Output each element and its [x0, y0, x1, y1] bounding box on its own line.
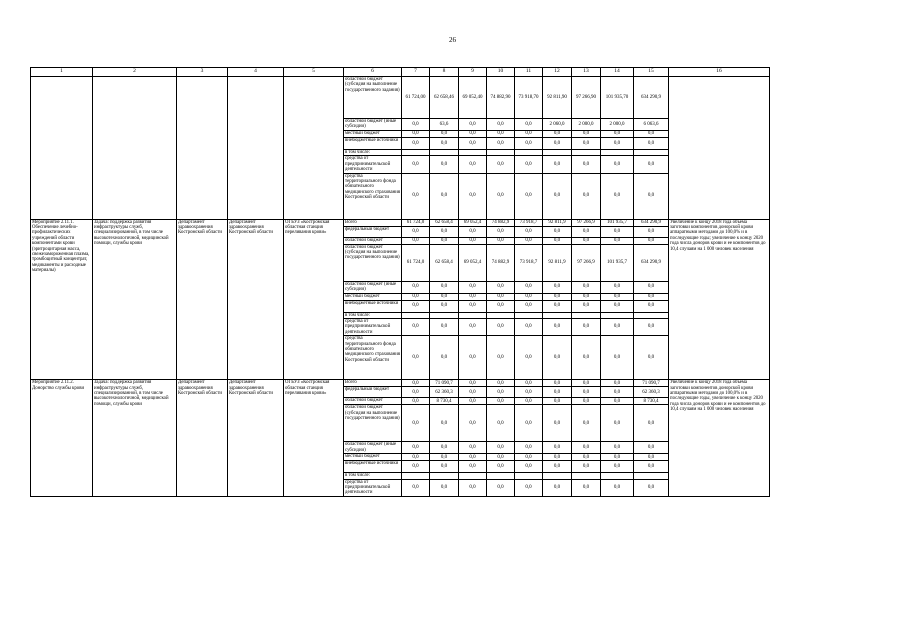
amount-cell: 0,0 [430, 156, 459, 173]
participant-cell: ОГБУЗ «Костромская областная станция переливания крови» [284, 380, 344, 497]
amount-cell: 97 266,9 [572, 244, 601, 281]
amount-cell: 0,0 [515, 300, 543, 312]
amount-cell: 0,0 [634, 138, 669, 150]
amount-cell: 0,0 [459, 226, 487, 237]
amount-cell: 0,0 [543, 156, 572, 173]
amount-cell: 62 658,4 [430, 219, 459, 226]
amount-cell: 0,0 [487, 226, 515, 237]
amount-cell: 0,0 [572, 405, 601, 442]
amount-cell: 0,0 [459, 380, 487, 387]
measure-name-cell: Мероприятие 2.11.1. Обеспечение лечебно-профилактических учреждений области компонентами крови (эритроцитарная масса, свежезамороженная плазма, тромбоцитный концентрат, медикаменты и расходные материалы) [31, 219, 93, 380]
amount-cell: 0,0 [601, 173, 634, 219]
funding-source-label: федеральный бюджет [344, 226, 402, 237]
column-header: 14 [601, 68, 634, 77]
amount-cell: 0,0 [430, 131, 459, 138]
amount-cell: 0,0 [430, 336, 459, 380]
amount-cell: 0,0 [543, 405, 572, 442]
amount-cell: 0,0 [572, 380, 601, 387]
amount-cell: 0,0 [487, 380, 515, 387]
amount-cell: 8 730,4 [430, 398, 459, 405]
participant-cell: ОГБУЗ «Костромская областная станция переливания крови» [284, 219, 344, 380]
amount-cell: 61 724,00 [402, 77, 430, 119]
column-header: 5 [284, 68, 344, 77]
amount-cell: 0,0 [543, 461, 572, 473]
amount-cell: 634 290,9 [634, 77, 669, 119]
amount-cell: 0,0 [601, 405, 634, 442]
amount-cell: 0,0 [601, 442, 634, 454]
amount-cell: 0,0 [601, 131, 634, 138]
amount-cell: 0,0 [459, 119, 487, 131]
amount-cell: 0,0 [459, 442, 487, 454]
amount-cell: 0,0 [543, 387, 572, 398]
amount-cell: 0,0 [459, 281, 487, 293]
expected-result-cell: Увеличение к концу 2018 года объема заготовки компонентов донорской крови аппаратными методами до 100,0% и в последующие годы, увеличение к концу 2020 года числа доноров крови и ее компонентов до 10,4 случаям на 1 000 человек населения [669, 380, 770, 497]
amount-cell: 74 882,90 [487, 77, 515, 119]
amount-cell: 62 658,4 [430, 244, 459, 281]
amount-cell: 0,0 [634, 454, 669, 461]
measure-name-cell: Мероприятие 2.11.2. Донорство службы крови [31, 380, 93, 497]
amount-cell: 61 724,0 [402, 219, 430, 226]
amount-cell: 0,0 [402, 156, 430, 173]
amount-cell: 0,0 [487, 479, 515, 496]
amount-cell: 0,0 [430, 237, 459, 244]
amount-cell: 0,0 [634, 300, 669, 312]
funding-source-label: областной бюджет (иные субсидии) [344, 281, 402, 293]
amount-cell: 0,0 [402, 138, 430, 150]
amount-cell: 0,0 [402, 398, 430, 405]
amount-cell: 0,0 [572, 156, 601, 173]
amount-cell: 0,0 [634, 226, 669, 237]
amount-cell: 0,0 [601, 226, 634, 237]
amount-cell: 0,0 [543, 454, 572, 461]
amount-cell: 2 060,0 [543, 119, 572, 131]
amount-cell: 0,0 [402, 293, 430, 300]
funding-source-label: внебюджетные источники [344, 300, 402, 312]
amount-cell: 0,0 [543, 380, 572, 387]
amount-cell: 0,0 [634, 319, 669, 336]
amount-cell: 0,0 [601, 319, 634, 336]
amount-cell: 0,0 [459, 479, 487, 496]
amount-cell: 0,0 [634, 405, 669, 442]
amount-cell: 0,0 [601, 300, 634, 312]
coexecutor-cell [228, 77, 284, 220]
amount-cell: 0,0 [459, 405, 487, 442]
column-header: 6 [344, 68, 402, 77]
amount-cell: 0,0 [634, 281, 669, 293]
amount-cell: 0,0 [430, 281, 459, 293]
amount-cell: 0,0 [515, 319, 543, 336]
expected-result-cell [669, 77, 770, 220]
amount-cell: 0,0 [459, 300, 487, 312]
amount-cell: 62 360,3 [634, 387, 669, 398]
amount-cell: 74 882,9 [487, 244, 515, 281]
amount-cell: 0,0 [487, 300, 515, 312]
amount-cell: 0,0 [430, 300, 459, 312]
funding-source-label: средства от предпринимательской деятельности [344, 319, 402, 336]
amount-cell: 0,0 [601, 156, 634, 173]
task-cell: Задача: поддержка развития инфраструктуры служб, специализированной, в том числе высокотехнологичной, медицинской помощи, службы крови [93, 219, 177, 380]
amount-cell: 0,0 [515, 454, 543, 461]
amount-cell: 0,0 [402, 131, 430, 138]
amount-cell: 0,0 [402, 479, 430, 496]
amount-cell: 0,0 [543, 138, 572, 150]
amount-cell: 0,0 [459, 138, 487, 150]
amount-cell: 69 052,40 [459, 77, 487, 119]
amount-cell: 0,0 [601, 336, 634, 380]
amount-cell: 0,0 [572, 442, 601, 454]
funding-source-label: местный бюджет [344, 454, 402, 461]
column-header: 15 [634, 68, 669, 77]
amount-cell: 0,0 [459, 156, 487, 173]
funding-source-label: областной бюджет (иные субсидии) [344, 119, 402, 131]
column-header: 3 [177, 68, 228, 77]
amount-cell: 92 811,9 [543, 244, 572, 281]
amount-cell: 0,0 [430, 138, 459, 150]
amount-cell: 0,0 [487, 237, 515, 244]
amount-cell: 6 063,6 [634, 119, 669, 131]
amount-cell: 0,0 [402, 226, 430, 237]
amount-cell: 0,0 [515, 336, 543, 380]
amount-cell: 0,0 [515, 293, 543, 300]
amount-cell: 0,0 [402, 300, 430, 312]
amount-cell: 73 918,7 [515, 219, 543, 226]
funding-source-label: внебюджетные источники [344, 138, 402, 150]
amount-cell: 0,0 [515, 237, 543, 244]
amount-cell: 0,0 [459, 387, 487, 398]
executor-cell [177, 77, 228, 220]
amount-cell: 0,0 [634, 461, 669, 473]
table-row [31, 219, 770, 226]
amount-cell: 0,0 [601, 479, 634, 496]
amount-cell: 0,0 [515, 119, 543, 131]
amount-cell: 0,0 [487, 173, 515, 219]
amount-cell: 73 918,70 [515, 77, 543, 119]
amount-cell: 634 290,9 [634, 244, 669, 281]
column-header: 11 [515, 68, 543, 77]
amount-cell: 0,0 [515, 405, 543, 442]
task-cell [93, 77, 177, 220]
amount-cell: 8 730,4 [634, 398, 669, 405]
funding-source-label: средства территориального фонда обязательного медицинского страхования Костромской области [344, 336, 402, 380]
amount-cell: 62 360,3 [430, 387, 459, 398]
amount-cell: 0,0 [634, 131, 669, 138]
amount-cell: 0,0 [601, 380, 634, 387]
amount-cell: 0,0 [487, 405, 515, 442]
amount-cell: 0,0 [634, 479, 669, 496]
amount-cell: 0,0 [487, 293, 515, 300]
amount-cell: 0,0 [402, 380, 430, 387]
amount-cell: 0,0 [430, 479, 459, 496]
amount-cell: 0,0 [572, 454, 601, 461]
amount-cell: 0,0 [601, 461, 634, 473]
column-header: 16 [669, 68, 770, 77]
amount-cell: 0,0 [572, 226, 601, 237]
amount-cell: 634 290,9 [634, 219, 669, 226]
amount-cell: 0,0 [515, 156, 543, 173]
column-header: 4 [228, 68, 284, 77]
amount-cell: 0,0 [430, 226, 459, 237]
amount-cell: 0,0 [543, 442, 572, 454]
amount-cell: 62 658,46 [430, 77, 459, 119]
funding-source-label: местный бюджет [344, 131, 402, 138]
amount-cell: 0,0 [515, 281, 543, 293]
funding-source-label: федеральный бюджет [344, 387, 402, 398]
amount-cell: 0,0 [601, 454, 634, 461]
funding-source-label: областной бюджет (субсидия на выполнение государственного задания) [344, 244, 402, 281]
amount-cell: 0,0 [459, 237, 487, 244]
amount-cell: 97 266,90 [572, 77, 601, 119]
amount-cell: 0,0 [601, 293, 634, 300]
amount-cell: 0,0 [515, 380, 543, 387]
amount-cell: 0,0 [572, 398, 601, 405]
amount-cell: 0,0 [402, 405, 430, 442]
amount-cell: 0,0 [601, 237, 634, 244]
amount-cell: 0,0 [543, 479, 572, 496]
amount-cell: 0,0 [543, 398, 572, 405]
amount-cell: 0,0 [402, 336, 430, 380]
amount-cell: 0,0 [515, 387, 543, 398]
amount-cell: 71 090,7 [430, 380, 459, 387]
amount-cell: 0,0 [634, 237, 669, 244]
amount-cell: 0,0 [543, 173, 572, 219]
participant-cell [284, 77, 344, 220]
table-row [31, 77, 770, 119]
table-row [31, 380, 770, 387]
funding-source-label: областной бюджет [344, 398, 402, 405]
amount-cell: 0,0 [487, 442, 515, 454]
amount-cell: 0,0 [634, 173, 669, 219]
amount-cell: 101 935,7 [601, 244, 634, 281]
amount-cell: 0,0 [543, 226, 572, 237]
amount-cell: 0,0 [402, 387, 430, 398]
amount-cell: 0,0 [487, 461, 515, 473]
amount-cell: 74 882,9 [487, 219, 515, 226]
amount-cell: 0,0 [543, 281, 572, 293]
amount-cell: 92 811,9 [543, 219, 572, 226]
amount-cell: 71 090,7 [634, 380, 669, 387]
amount-cell: 61 724,0 [402, 244, 430, 281]
amount-cell: 0,0 [430, 405, 459, 442]
amount-cell: 0,0 [402, 119, 430, 131]
amount-cell: 97 266,9 [572, 219, 601, 226]
amount-cell: 0,0 [515, 442, 543, 454]
amount-cell: 0,0 [601, 398, 634, 405]
amount-cell: 0,0 [572, 479, 601, 496]
amount-cell: 0,0 [572, 319, 601, 336]
funding-source-label: местный бюджет [344, 293, 402, 300]
amount-cell: 0,0 [459, 131, 487, 138]
amount-cell: 0,0 [634, 442, 669, 454]
amount-cell: 0,0 [634, 336, 669, 380]
amount-cell: 0,0 [487, 319, 515, 336]
amount-cell: 0,0 [515, 461, 543, 473]
amount-cell: 0,0 [459, 319, 487, 336]
amount-cell: 101 935,70 [601, 77, 634, 119]
funding-source-label: внебюджетные источники [344, 461, 402, 473]
column-header: 1 [31, 68, 93, 77]
amount-cell: 0,0 [402, 454, 430, 461]
expected-result-cell: Увеличение к концу 2018 года объема заготовки компонентов донорской крови аппаратными методами до 100,0% и в последующие годы; увеличение к концу 2020 года числа доноров крови и ее компонентов до 10,4 случаям на 1 000 человек населения [669, 219, 770, 380]
amount-cell: 0,0 [634, 293, 669, 300]
amount-cell: 0,0 [487, 398, 515, 405]
amount-cell: 0,0 [459, 398, 487, 405]
amount-cell: 0,0 [572, 461, 601, 473]
amount-cell: 0,0 [487, 138, 515, 150]
amount-cell: 0,0 [543, 336, 572, 380]
funding-source-label: областной бюджет (субсидия на выполнение государственного задания) [344, 77, 402, 119]
amount-cell: 92 811,90 [543, 77, 572, 119]
amount-cell: 0,0 [402, 237, 430, 244]
amount-cell: 0,0 [487, 454, 515, 461]
amount-cell: 0,0 [459, 173, 487, 219]
amount-cell: 0,0 [572, 300, 601, 312]
header-row [31, 68, 770, 77]
amount-cell: 0,0 [430, 442, 459, 454]
amount-cell: 73 918,7 [515, 244, 543, 281]
amount-cell: 0,0 [402, 319, 430, 336]
column-header: 2 [93, 68, 177, 77]
amount-cell: 0,0 [572, 281, 601, 293]
amount-cell: 0,0 [515, 226, 543, 237]
funding-source-label: областной бюджет (иные субсидии) [344, 442, 402, 454]
funding-source-label: Всего [344, 380, 402, 387]
amount-cell: 0,0 [572, 387, 601, 398]
amount-cell: 2 000,0 [572, 119, 601, 131]
amount-cell: 0,0 [402, 281, 430, 293]
amount-cell: 0,0 [515, 479, 543, 496]
amount-cell: 0,0 [572, 293, 601, 300]
amount-cell: 0,0 [430, 461, 459, 473]
amount-cell: 0,0 [572, 173, 601, 219]
amount-cell: 69 052,4 [459, 244, 487, 281]
amount-cell: 0,0 [402, 173, 430, 219]
task-cell: Задача: поддержка развития инфраструктуры служб, специализированной, в том числе высокотехнологичной, медицинской помощи, службы крови [93, 380, 177, 497]
column-header: 12 [543, 68, 572, 77]
amount-cell: 0,0 [515, 131, 543, 138]
amount-cell: 0,0 [543, 300, 572, 312]
amount-cell: 0,0 [543, 237, 572, 244]
funding-source-label: в том числе: [344, 312, 402, 318]
amount-cell: 0,0 [487, 336, 515, 380]
page-number: 26 [449, 36, 456, 44]
amount-cell: 0,0 [515, 173, 543, 219]
measure-name-cell [31, 77, 93, 220]
amount-cell: 0,0 [543, 293, 572, 300]
amount-cell: 0,0 [402, 442, 430, 454]
executor-cell: Департамент здравоохранения Костромской области [177, 219, 228, 380]
amount-cell: 0,0 [515, 138, 543, 150]
funding-source-label: в том числе: [344, 150, 402, 156]
amount-cell: 0,0 [459, 461, 487, 473]
amount-cell: 0,0 [515, 398, 543, 405]
amount-cell: 0,0 [601, 138, 634, 150]
amount-cell: 0,0 [634, 156, 669, 173]
amount-cell: 0,0 [487, 131, 515, 138]
column-header: 9 [459, 68, 487, 77]
amount-cell: 0,0 [430, 454, 459, 461]
amount-cell: 101 935,7 [601, 219, 634, 226]
funding-source-label: Всего [344, 219, 402, 226]
amount-cell: 0,0 [459, 454, 487, 461]
column-header: 10 [487, 68, 515, 77]
amount-cell: 0,0 [601, 281, 634, 293]
amount-cell: 0,0 [572, 336, 601, 380]
coexecutor-cell: Департамент здравоохранения Костромской области [228, 380, 284, 497]
amount-cell: 0,0 [543, 131, 572, 138]
amount-cell: 0,0 [430, 319, 459, 336]
funding-source-label: средства от предпринимательской деятельности [344, 479, 402, 496]
amount-cell: 0,0 [487, 281, 515, 293]
amount-cell: 69 052,4 [459, 219, 487, 226]
amount-cell: 0,0 [402, 461, 430, 473]
funding-source-label: средства территориального фонда обязательного медицинского страхования Костромской области [344, 173, 402, 219]
amount-cell: 0,0 [430, 173, 459, 219]
coexecutor-cell: Департамент здравоохранения Костромской области [228, 219, 284, 380]
amount-cell: 0,0 [459, 336, 487, 380]
program-table [30, 67, 770, 497]
amount-cell: 0,0 [601, 387, 634, 398]
amount-cell: 0,0 [572, 138, 601, 150]
executor-cell: Департамент здравоохранения Костромской области [177, 380, 228, 497]
funding-source-label: в том числе: [344, 473, 402, 479]
amount-cell: 0,0 [487, 387, 515, 398]
amount-cell: 0,0 [487, 156, 515, 173]
amount-cell: 0,0 [543, 319, 572, 336]
amount-cell: 0,0 [430, 293, 459, 300]
column-header: 7 [402, 68, 430, 77]
amount-cell: 63,6 [430, 119, 459, 131]
amount-cell: 0,0 [572, 131, 601, 138]
funding-source-label: средства от предпринимательской деятельности [344, 156, 402, 173]
amount-cell: 0,0 [572, 237, 601, 244]
funding-source-label: областной бюджет (субсидия на выполнение государственного задания) [344, 405, 402, 442]
amount-cell: 2 000,0 [601, 119, 634, 131]
amount-cell: 0,0 [487, 119, 515, 131]
amount-cell: 0,0 [459, 293, 487, 300]
column-header: 13 [572, 68, 601, 77]
column-header: 8 [430, 68, 459, 77]
funding-source-label: областной бюджет [344, 237, 402, 244]
